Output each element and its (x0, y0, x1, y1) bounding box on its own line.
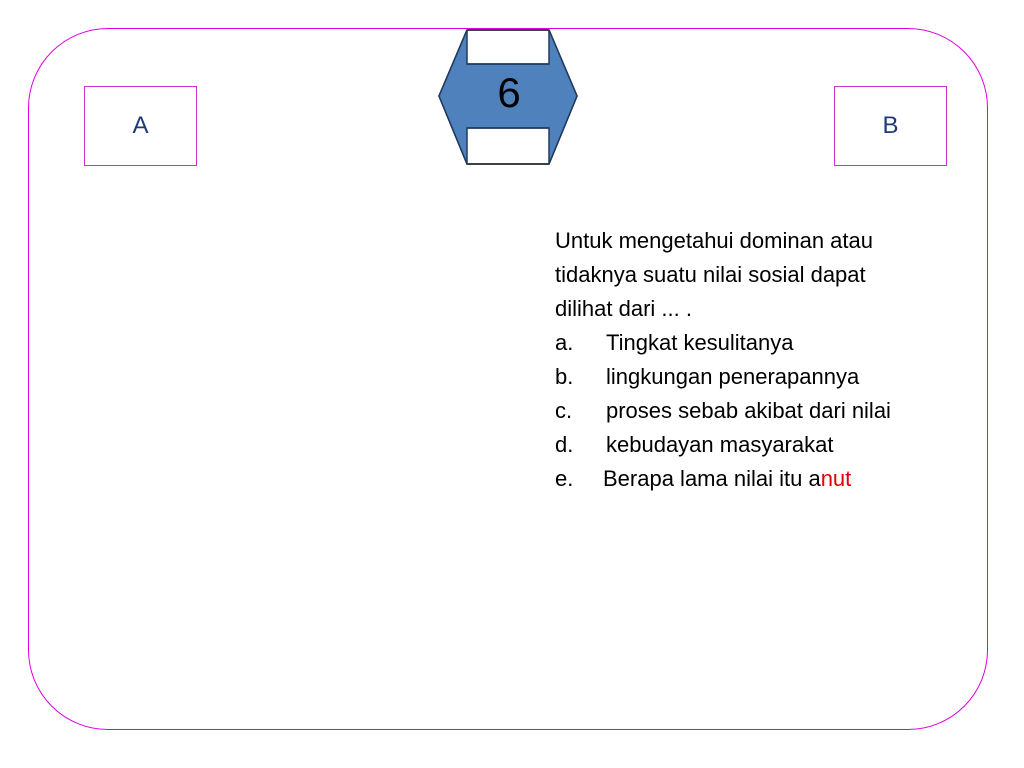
option-c[interactable] (555, 394, 955, 428)
option-letter: c. (555, 398, 573, 423)
option-letter: b. (555, 364, 574, 389)
answer-options (555, 326, 955, 496)
option-text: proses sebab akibat dari nilai (606, 398, 891, 423)
option-text-highlight: nut (820, 466, 852, 491)
option-letter: a. (555, 330, 574, 355)
team-b-box[interactable] (834, 86, 947, 166)
option-b[interactable] (555, 360, 955, 394)
question-line-1: Untuk mengetahui dominan atau (555, 228, 873, 253)
question-number: 6 (497, 69, 521, 116)
team-b-label: B (882, 112, 899, 139)
option-e[interactable] (555, 462, 955, 496)
question-text (555, 224, 955, 326)
option-d[interactable] (555, 428, 955, 462)
question-line-2: tidaknya suatu nilai sosial dapat (555, 262, 866, 287)
question-block (555, 224, 955, 496)
team-a-box[interactable] (84, 86, 197, 166)
option-text: Tingkat kesulitanya (606, 330, 794, 355)
option-letter: d. (555, 432, 574, 457)
question-line-3: dilihat dari ... . (555, 296, 692, 321)
option-text-prefix: Berapa lama nilai itu a (603, 466, 821, 491)
option-text (603, 462, 851, 496)
option-text: lingkungan penerapannya (606, 364, 860, 389)
option-text: kebudayan masyarakat (606, 432, 834, 457)
team-a-label: A (132, 112, 149, 139)
option-a[interactable] (555, 326, 955, 360)
option-letter: e. (555, 466, 574, 491)
